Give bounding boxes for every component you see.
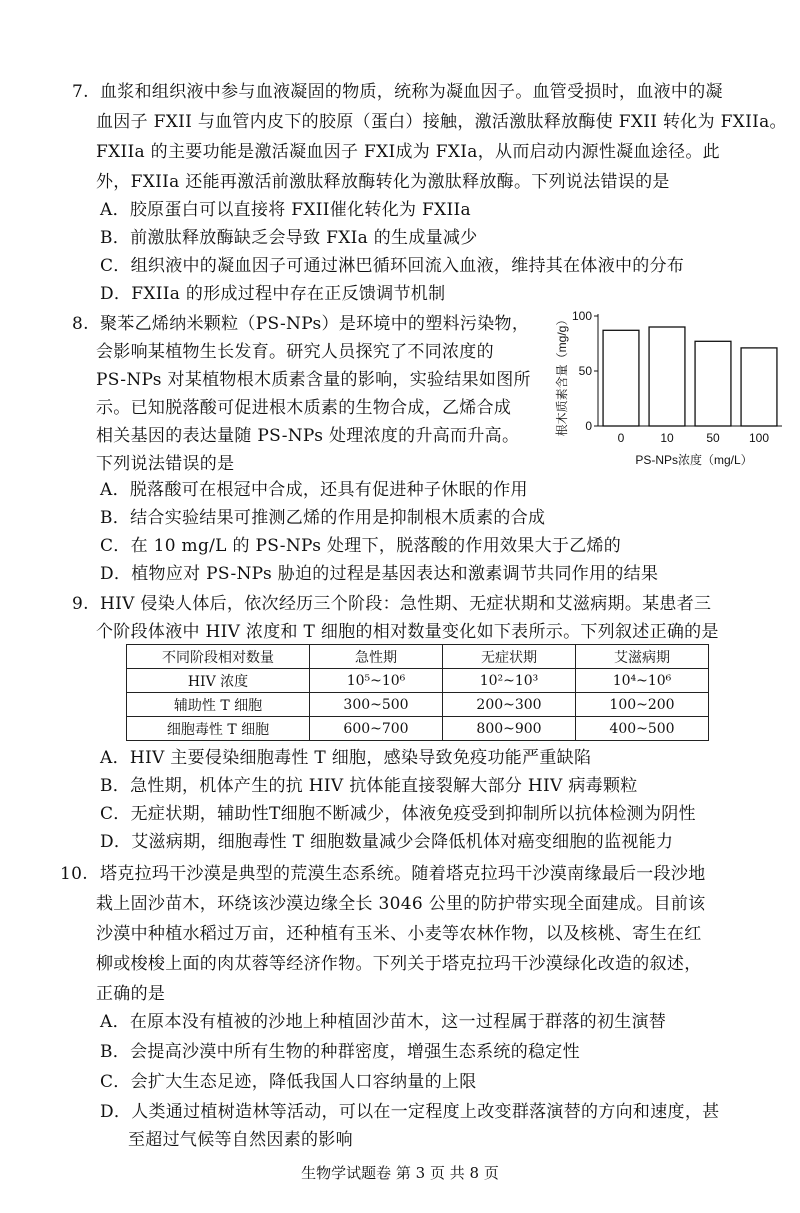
table-row	[127, 693, 709, 717]
question-number: 9.	[72, 594, 89, 614]
option-d: D．艾滋病期，细胞毒性 T 细胞数量减少会降低机体对癌变细胞的监视能力	[100, 832, 674, 852]
option-c: C．会扩大生态足迹，降低我国人口容纳量的上限	[100, 1072, 477, 1092]
table-row	[127, 669, 709, 693]
page-footer: 生物学试题卷 第 3 页 共 8 页	[301, 1164, 499, 1182]
option-c: C．在 10 mg/L 的 PS-NPs 处理下，脱落酸的作用效果大于乙烯的	[100, 536, 622, 556]
option-b: B．结合实验结果可推测乙烯的作用是抑制根木质素的合成	[100, 508, 546, 528]
option-a: A．脱落酸可在根冠中合成，还具有促进种子休眠的作用	[100, 480, 528, 500]
question-stem-line: PS-NPs 对某植物根木质素含量的影响，实验结果如图所	[96, 370, 531, 390]
table-cell: 10⁵~10⁶	[310, 669, 443, 693]
option-b: B．前激肽释放酶缺乏会导致 FXIa 的生成量减少	[100, 228, 478, 248]
y-tick-label: 100	[571, 309, 592, 323]
chart-canvas	[546, 300, 786, 470]
bar-10	[649, 327, 685, 426]
question-stem-line: 外，FXIIa 还能再激活前激肽释放酶转化为激肽释放酶。下列说法错误的是	[96, 172, 670, 192]
table-cell: 10⁴~10⁶	[576, 669, 709, 693]
question-stem-line: 示。已知脱落酸可促进根木质素的生物合成，乙烯合成	[96, 398, 512, 418]
table-cell: 细胞毒性 T 细胞	[127, 717, 310, 741]
question-stem-line: 沙漠中种植水稻过万亩，还种植有玉米、小麦等农林作物，以及核桃、寄生在红	[96, 924, 702, 944]
question-stem-line: 会影响某植物生长发育。研究人员探究了不同浓度的	[96, 342, 494, 362]
option-d: D．植物应对 PS-NPs 胁迫的过程是基因表达和激素调节共同作用的结果	[100, 564, 659, 584]
bar-chart	[546, 300, 786, 470]
table-cell: 辅助性 T 细胞	[127, 693, 310, 717]
x-tick-label: 100	[748, 431, 770, 445]
bar-50	[695, 341, 731, 426]
table-row	[127, 717, 709, 741]
table-header-cell: 艾滋病期	[576, 645, 709, 669]
option-b: B．急性期，机体产生的抗 HIV 抗体能直接裂解大部分 HIV 病毒颗粒	[100, 776, 638, 796]
question-number: 10.	[60, 864, 88, 884]
question-stem-line: FXIIa 的主要功能是激活凝血因子 FXI成为 FXIa，从而启动内源性凝血途径。此	[96, 142, 720, 162]
question-stem-line: 正确的是	[96, 984, 166, 1004]
bar-0	[603, 330, 639, 426]
table-header-cell: 不同阶段相对数量	[127, 645, 310, 669]
question-stem-line: 下列说法错误的是	[96, 454, 235, 474]
x-tick-label: 0	[617, 431, 625, 445]
option-c: C．无症状期，辅助性T细胞不断减少，体液免疫受到抑制所以抗体检测为阴性	[100, 804, 696, 824]
question-stem-line: HIV 侵染人体后，依次经历三个阶段：急性期、无症状期和艾滋病期。某患者三	[100, 594, 712, 614]
option-c: C．组织液中的凝血因子可通过淋巴循环回流入血液，维持其在体液中的分布	[100, 256, 685, 276]
question-stem-line: 塔克拉玛干沙漠是典型的荒漠生态系统。随着塔克拉玛干沙漠南缘最后一段沙地	[100, 864, 706, 884]
table-header-cell: 急性期	[310, 645, 443, 669]
option-d: D．FXIIa 的形成过程中存在正反馈调节机制	[100, 284, 446, 304]
question-number: 8.	[72, 314, 89, 334]
option-a: A．HIV 主要侵染细胞毒性 T 细胞，感染导致免疫功能严重缺陷	[100, 748, 592, 768]
table-header-cell: 无症状期	[443, 645, 576, 669]
table-cell: 200~300	[443, 693, 576, 717]
data-table	[126, 644, 709, 741]
question-number: 7.	[72, 82, 89, 102]
option-a: A．在原本没有植被的沙地上种植固沙苗木，这一过程属于群落的初生演替	[100, 1012, 667, 1032]
x-tick-label: 50	[706, 431, 720, 445]
x-axis-label: PS-NPs浓度（mg/L）	[635, 453, 753, 467]
table-cell: 400~500	[576, 717, 709, 741]
table-cell: 10²~10³	[443, 669, 576, 693]
question-stem-line: 血因子 FXII 与血管内皮下的胶原（蛋白）接触，激活激肽释放酶使 FXII 转化为 FXIIa。	[96, 112, 787, 132]
table-header-row	[127, 645, 709, 669]
bar-100	[741, 348, 777, 426]
y-axis-label: 根木质素含量（mg/g）	[555, 313, 569, 437]
table-cell: 800~900	[443, 717, 576, 741]
question-stem-line: 血浆和组织液中参与血液凝固的物质，统称为凝血因子。血管受损时，血液中的凝	[100, 82, 723, 102]
table-cell: 100~200	[576, 693, 709, 717]
question-stem-line: 聚苯乙烯纳米颗粒（PS-NPs）是环境中的塑料污染物，	[100, 314, 530, 334]
table-cell: 300~500	[310, 693, 443, 717]
y-tick-label: 0	[585, 419, 592, 433]
table-cell: HIV 浓度	[127, 669, 310, 693]
x-tick-label: 10	[660, 431, 674, 445]
option-a: A．胶原蛋白可以直接将 FXII催化转化为 FXIIa	[100, 200, 471, 220]
question-stem-line: 栽上固沙苗木，环绕该沙漠边缘全长 3046 公里的防护带实现全面建成。目前该	[96, 894, 706, 914]
option-d-continuation: 至超过气候等自然因素的影响	[128, 1130, 353, 1150]
question-stem-line: 相关基因的表达量随 PS-NPs 处理浓度的升高而升高。	[96, 426, 520, 446]
question-stem-line: 个阶段体液中 HIV 浓度和 T 细胞的相对数量变化如下表所示。下列叙述正确的是	[96, 622, 719, 642]
option-b: B．会提高沙漠中所有生物的种群密度，增强生态系统的稳定性	[100, 1042, 580, 1062]
y-tick-label: 50	[578, 364, 592, 378]
question-stem-line: 柳或梭梭上面的肉苁蓉等经济作物。下列关于塔克拉玛干沙漠绿化改造的叙述，	[96, 954, 702, 974]
table-cell: 600~700	[310, 717, 443, 741]
option-d: D．人类通过植树造林等活动，可以在一定程度上改变群落演替的方向和速度，甚	[100, 1102, 720, 1122]
